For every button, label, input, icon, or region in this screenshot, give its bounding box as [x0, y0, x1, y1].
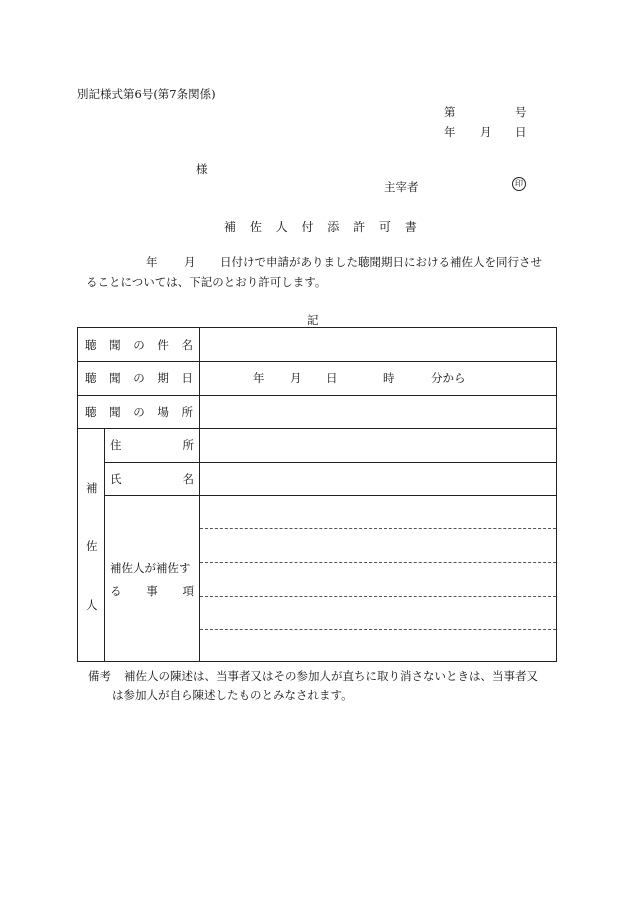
- date-year-label: 年: [444, 125, 456, 139]
- label-char: 所: [182, 438, 194, 452]
- label-char: 日: [181, 371, 193, 385]
- label-char: 聴: [85, 404, 97, 419]
- intro-line1: 日付けで申請がありました聴聞期日における補佐人を同行させ: [220, 255, 542, 269]
- hearing-date-hour: 時: [383, 371, 395, 385]
- label-char: の: [133, 404, 145, 419]
- label-char: 聴: [85, 337, 97, 352]
- issuer-label: 主宰者: [384, 180, 419, 194]
- label-char: の: [133, 371, 145, 385]
- assistant-label-char-3: 人: [86, 598, 98, 612]
- addressee-suffix: 様: [196, 162, 208, 176]
- date-month-label: 月: [480, 125, 492, 139]
- assistant-label-char-2: 佐: [86, 539, 98, 553]
- label-char: 住: [110, 438, 122, 452]
- label-address: [110, 428, 194, 462]
- label-hearing-date: [85, 361, 193, 395]
- hearing-date-day: 日: [326, 371, 338, 385]
- doc-number-prefix: 第: [444, 105, 456, 119]
- label-char: 項: [182, 584, 194, 598]
- label-char: 名: [181, 337, 193, 352]
- ki-heading: 記: [307, 313, 319, 327]
- assistant-label-char-1: 補: [86, 481, 98, 495]
- label-char: 場: [157, 404, 169, 419]
- permit-form-table: [77, 327, 557, 662]
- form-number: 別記様式第6号(第7条関係): [77, 87, 216, 101]
- hearing-date-minute: 分から: [431, 371, 466, 385]
- label-hearing-subject: [85, 328, 193, 361]
- document-title: 補 佐 人 付 添 許 可 書: [224, 220, 417, 234]
- label-hearing-place: [85, 395, 193, 428]
- label-char: 聴: [85, 371, 97, 385]
- label-char: 聞: [109, 404, 121, 419]
- label-name: [110, 462, 194, 495]
- label-matters-line2: [110, 583, 194, 599]
- label-char: る: [110, 584, 122, 598]
- field-assistant-address[interactable]: [200, 428, 556, 462]
- remarks-line1: 補佐人の陳述は、当事者又はその参加人が直ちに取り消さないときは、当事者又: [124, 669, 538, 683]
- seal-icon: 印: [512, 177, 526, 191]
- label-char: 氏: [110, 471, 122, 486]
- field-hearing-subject[interactable]: [200, 328, 556, 361]
- doc-number-suffix: 号: [515, 105, 527, 119]
- hearing-date-month: 月: [290, 371, 302, 385]
- remarks-label: 備考: [88, 669, 111, 683]
- field-assist-matters[interactable]: [200, 495, 556, 661]
- label-char: 件: [157, 337, 169, 352]
- label-matters-line1: 補佐人が補佐す: [110, 561, 191, 575]
- intro-year: 年: [146, 255, 158, 269]
- column-divider: [104, 428, 105, 661]
- date-day-label: 日: [515, 125, 527, 139]
- remarks-line2: は参加人が自ら陳述したものとみなされます。: [112, 688, 353, 702]
- label-char: 事: [146, 584, 158, 598]
- hearing-date-year: 年: [253, 371, 265, 385]
- label-char: 所: [181, 404, 193, 419]
- label-char: 期: [157, 371, 169, 385]
- label-char: 聞: [109, 337, 121, 352]
- field-hearing-place[interactable]: [200, 395, 556, 428]
- intro-month: 月: [184, 255, 196, 269]
- label-char: 聞: [109, 371, 121, 385]
- intro-line2: ることについては、下記のとおり許可します。: [86, 275, 327, 289]
- label-char: の: [133, 337, 145, 352]
- field-assistant-name[interactable]: [200, 462, 556, 495]
- label-char: 名: [182, 471, 194, 486]
- field-hearing-date[interactable]: [200, 361, 556, 395]
